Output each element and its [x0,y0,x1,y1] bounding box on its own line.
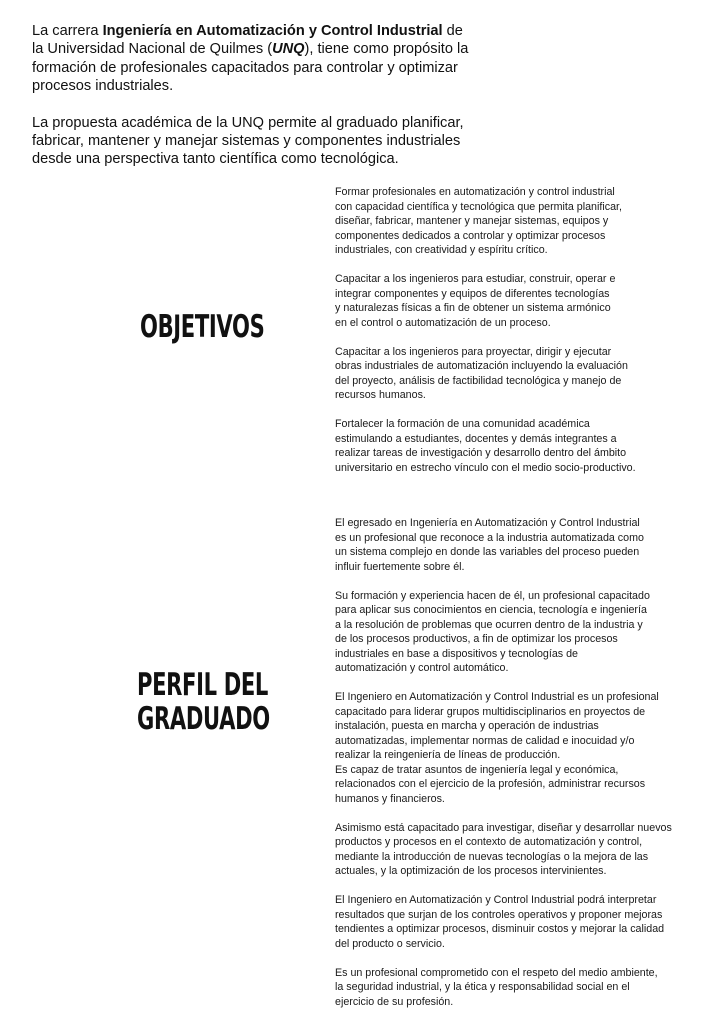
perfil-paragraph: Asimismo está capacitado para investigar, diseñar y desarrollar nuevos productos y procesos en el contexto de automatización y control, mediante la introducción de nuevas tecnologías o la mejora de las actuales, y la optimización de los procesos intervinientes. [335,821,672,877]
unq-acronym: UNQ [272,41,305,58]
intro-paragraph-2: La propuesta académica de la UNQ permite al graduado planificar, fabricar, mantener y manejar sistemas y componentes industriales desde una perspectiva tanto científica como tecnológica. [32,114,464,168]
objetivos-list [335,185,700,490]
objetivos-heading-text: OBJETIVOS [140,309,265,345]
intro-section [32,22,472,187]
perfil-list [335,516,700,1024]
objetivo-paragraph: Formar profesionales en automatización y control industrial con capacidad científica y tecnológica que permita planificar, diseñar, fabricar, mantener y manejar sistemas, equipos y componentes dedicados a controlar y optimizar procesos industriales, con creatividad y espíritu crítico. [335,186,622,256]
objetivo-paragraph: Fortalecer la formación de una comunidad académica estimulando a estudiantes, docentes y demás integrantes a realizar tareas de investigación y desarrollo dentro del ámbito universitario en estrecho vínculo con el medio socio-productivo. [335,418,636,474]
perfil-paragraph: El Ingeniero en Automatización y Control Industrial podrá interpretar resultados que surjan de los controles operativos y proponer mejoras tendientes a optimizar procesos, disminuir costos y mejorar la calidad del producto o servicio. [335,894,665,950]
objetivo-paragraph: Capacitar a los ingenieros para proyectar, dirigir y ejecutar obras industriales de automatización incluyendo la evaluación del proyecto, análisis de factibilidad tecnológica y manejo de recursos humanos. [335,345,628,401]
perfil-paragraph: El egresado en Ingeniería en Automatización y Control Industrial es un profesional que reconoce a la industria automatizada como un sistema complejo en donde las variables del proceso pueden influir fuertemente sobre él. [335,517,644,573]
perfil-heading-line-2: GRADUADO [137,701,270,737]
objetivos-heading [140,310,264,344]
intro-paragraph-1 [32,22,472,96]
perfil-paragraph: Es un profesional comprometido con el respeto del medio ambiente, la seguridad industrial, y la ética y responsabilidad social en el ejercicio de su profesión. [335,966,658,1008]
perfil-heading [137,668,270,736]
objetivo-paragraph: Capacitar a los ingenieros para estudiar, construir, operar e integrar componentes y equipos de diferentes tecnologías y naturalezas físicas a fin de obtener un sistema armónico en el control o automatización de un proceso. [335,273,616,329]
intro-text: de la Universidad Nacional de Quilmes ( [32,23,463,58]
career-name: Ingeniería en Automatización y Control Industrial [102,23,443,39]
perfil-paragraph: El Ingeniero en Automatización y Control Industrial es un profesional capacitado para liderar grupos multidisciplinarios en proyectos de instalación, puesta en marcha y operación de industrias automatizadas, implementar normas de calidad e inocuidad y/o realizar la reingeniería de líneas de producción. Es capaz de tratar asuntos de ingeniería legal y económica, relacionados con el ejercicio de la profesión, administrar recursos humanos y financieros. [335,691,659,805]
intro-text: La carrera [32,23,103,39]
perfil-heading-line-1: PERFIL DEL [137,667,269,703]
perfil-paragraph: Su formación y experiencia hacen de él, un profesional capacitado para aplicar sus conocimientos en ciencia, tecnología e ingeniería a la resolución de problemas que ocurren dentro de la industria y de los procesos productivos, a fin de optimizar los procesos industriales en base a dispositivos y tecnologías de automatización y control automático. [335,589,650,674]
intro-text: ), tiene como propósito la formación de profesionales capacitados para controlar y optimizar procesos industriales. [32,41,469,95]
